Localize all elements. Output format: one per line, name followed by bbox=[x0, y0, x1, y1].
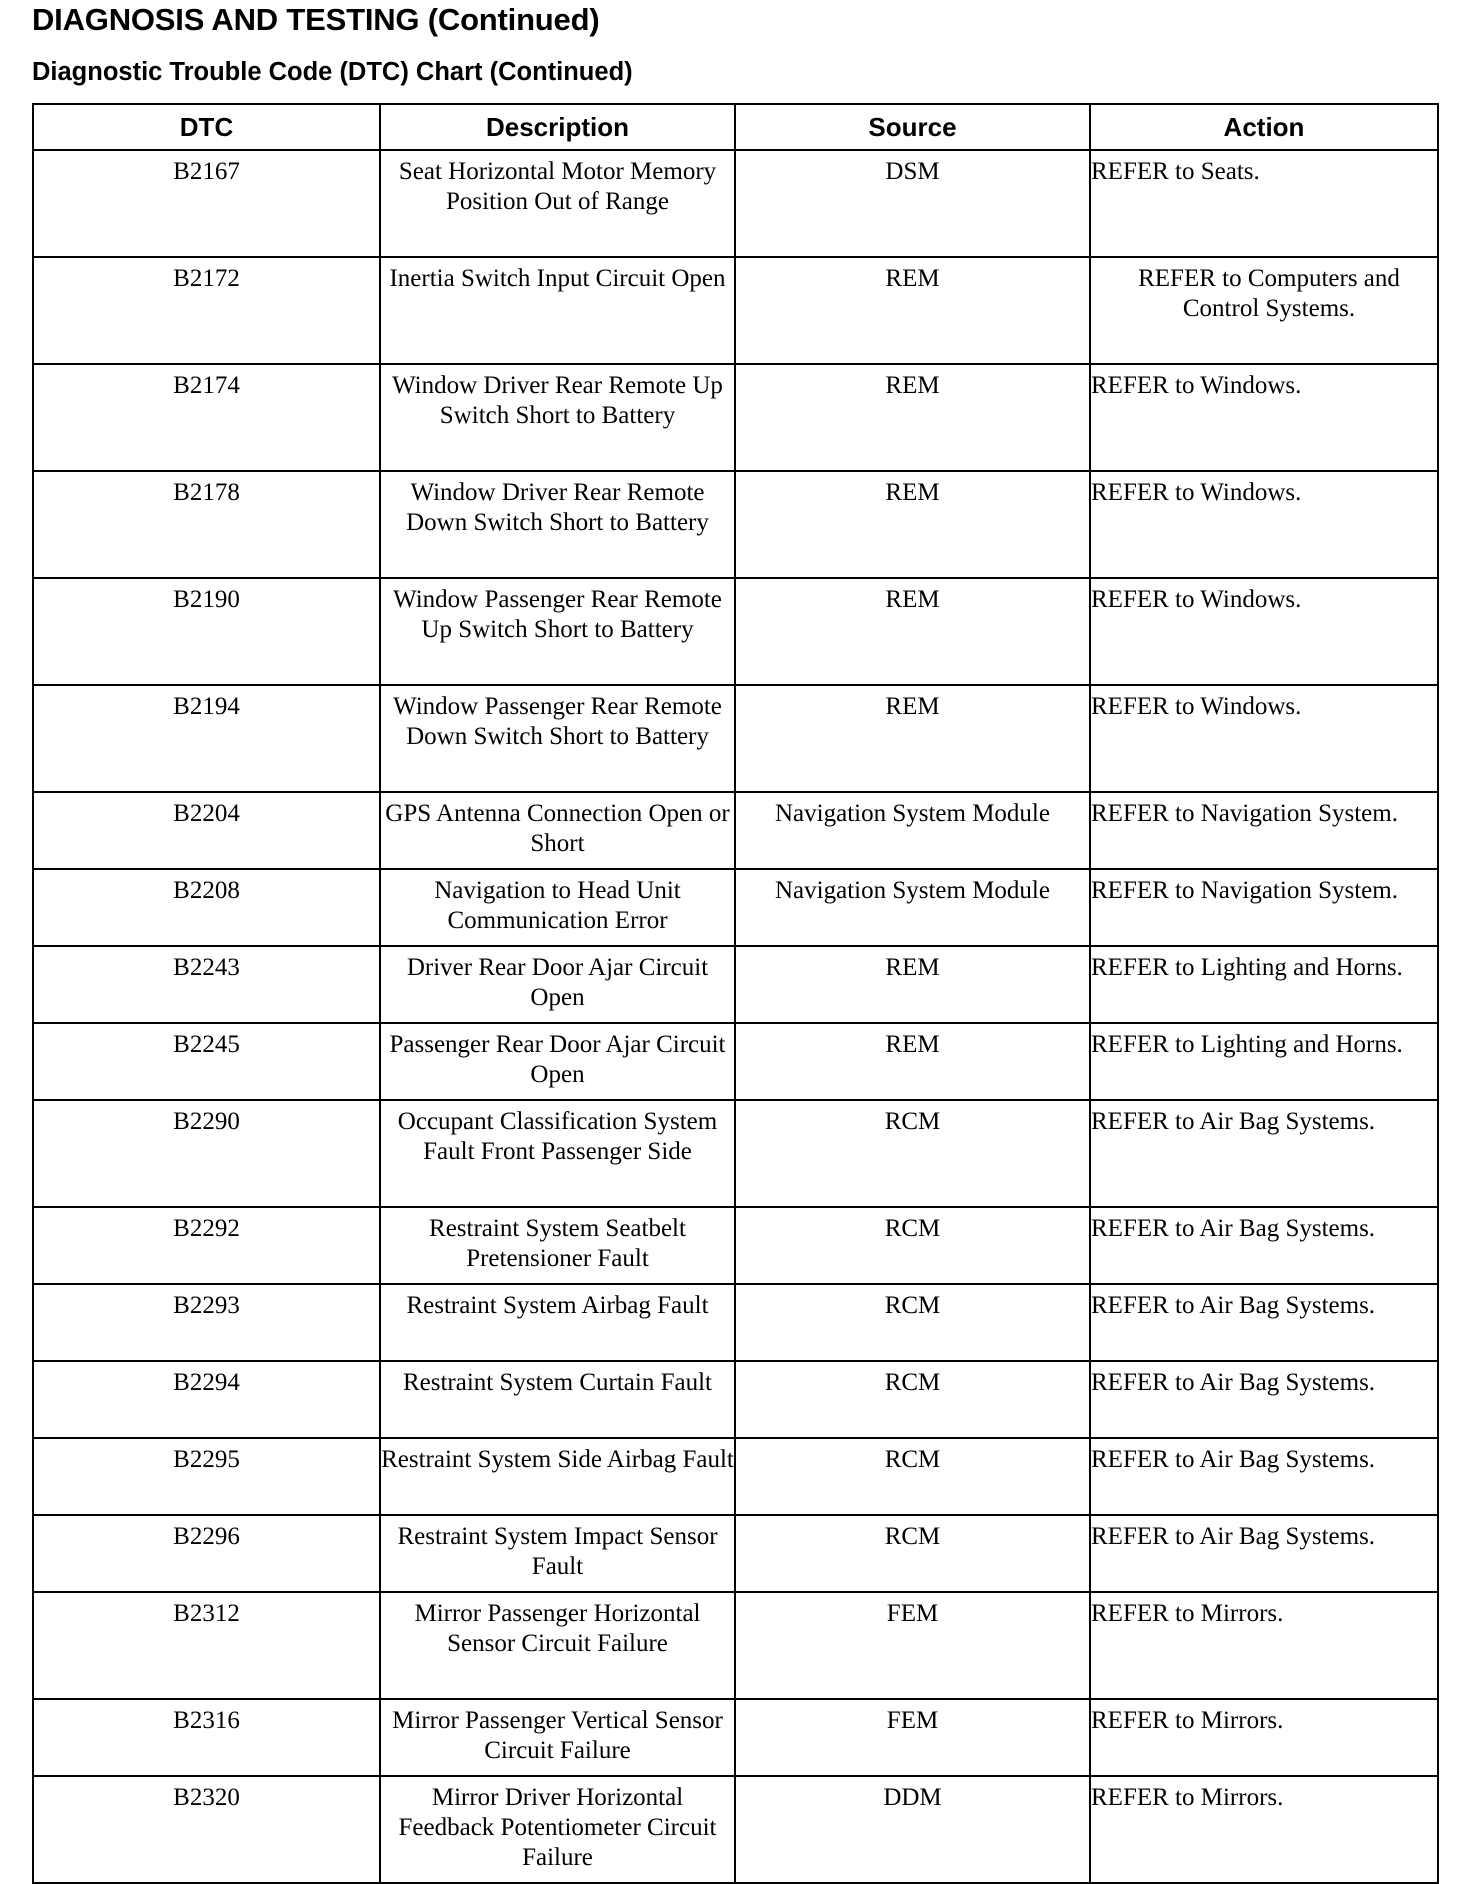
column-header-description: Description bbox=[380, 104, 735, 150]
section-title: Diagnostic Trouble Code (DTC) Chart (Continued) bbox=[32, 58, 633, 86]
dtc-source: RCM bbox=[735, 1361, 1090, 1438]
dtc-source: REM bbox=[735, 471, 1090, 578]
dtc-action: REFER to Windows. bbox=[1090, 578, 1438, 685]
dtc-description: Restraint System Curtain Fault bbox=[380, 1361, 735, 1438]
column-header-action: Action bbox=[1090, 104, 1438, 150]
table-row bbox=[33, 1361, 1438, 1438]
dtc-action: REFER to Air Bag Systems. bbox=[1090, 1361, 1438, 1438]
table-row bbox=[33, 685, 1438, 792]
table-row bbox=[33, 1100, 1438, 1207]
dtc-action: REFER to Air Bag Systems. bbox=[1090, 1515, 1438, 1592]
dtc-source: Navigation System Module bbox=[735, 869, 1090, 946]
dtc-action: REFER to Lighting and Horns. bbox=[1090, 946, 1438, 1023]
dtc-description: Restraint System Impact Sensor Fault bbox=[380, 1515, 735, 1592]
dtc-source: RCM bbox=[735, 1207, 1090, 1284]
table-row bbox=[33, 946, 1438, 1023]
dtc-code: B2194 bbox=[33, 685, 380, 792]
dtc-description: Mirror Passenger Horizontal Sensor Circuit Failure bbox=[380, 1592, 735, 1699]
dtc-description: Passenger Rear Door Ajar Circuit Open bbox=[380, 1023, 735, 1100]
dtc-action: REFER to Navigation System. bbox=[1090, 792, 1438, 869]
dtc-source: RCM bbox=[735, 1438, 1090, 1515]
dtc-code: B2312 bbox=[33, 1592, 380, 1699]
dtc-description: Restraint System Side Airbag Fault bbox=[380, 1438, 735, 1515]
page-title: DIAGNOSIS AND TESTING (Continued) bbox=[32, 2, 600, 37]
dtc-description: Restraint System Airbag Fault bbox=[380, 1284, 735, 1361]
dtc-action: REFER to Mirrors. bbox=[1090, 1699, 1438, 1776]
dtc-description: Navigation to Head Unit Communication Error bbox=[380, 869, 735, 946]
table-row bbox=[33, 257, 1438, 364]
dtc-code: B2178 bbox=[33, 471, 380, 578]
dtc-description: Driver Rear Door Ajar Circuit Open bbox=[380, 946, 735, 1023]
dtc-code: B2290 bbox=[33, 1100, 380, 1207]
dtc-source: RCM bbox=[735, 1284, 1090, 1361]
dtc-action: REFER to Windows. bbox=[1090, 685, 1438, 792]
column-header-source: Source bbox=[735, 104, 1090, 150]
dtc-action: REFER to Air Bag Systems. bbox=[1090, 1438, 1438, 1515]
dtc-action: REFER to Seats. bbox=[1090, 150, 1438, 257]
dtc-description: Window Passenger Rear Remote Up Switch Short to Battery bbox=[380, 578, 735, 685]
dtc-code: B2190 bbox=[33, 578, 380, 685]
table-row bbox=[33, 364, 1438, 471]
table-row bbox=[33, 150, 1438, 257]
dtc-code: B2316 bbox=[33, 1699, 380, 1776]
table-header-row bbox=[33, 104, 1438, 150]
dtc-code: B2174 bbox=[33, 364, 380, 471]
table-row bbox=[33, 1438, 1438, 1515]
dtc-action: REFER to Lighting and Horns. bbox=[1090, 1023, 1438, 1100]
dtc-code: B2245 bbox=[33, 1023, 380, 1100]
dtc-code: B2172 bbox=[33, 257, 380, 364]
table-row bbox=[33, 792, 1438, 869]
dtc-table bbox=[32, 103, 1439, 1884]
dtc-description: Window Passenger Rear Remote Down Switch Short to Battery bbox=[380, 685, 735, 792]
dtc-code: B2320 bbox=[33, 1776, 380, 1883]
dtc-action: REFER to Air Bag Systems. bbox=[1090, 1284, 1438, 1361]
dtc-description: Restraint System Seatbelt Pretensioner Fault bbox=[380, 1207, 735, 1284]
dtc-action: REFER to Mirrors. bbox=[1090, 1592, 1438, 1699]
dtc-description: Seat Horizontal Motor Memory Position Out of Range bbox=[380, 150, 735, 257]
dtc-description: Window Driver Rear Remote Down Switch Short to Battery bbox=[380, 471, 735, 578]
dtc-action: REFER to Computers and Control Systems. bbox=[1090, 257, 1438, 364]
table-row bbox=[33, 1207, 1438, 1284]
dtc-source: DDM bbox=[735, 1776, 1090, 1883]
dtc-source: RCM bbox=[735, 1100, 1090, 1207]
dtc-source: REM bbox=[735, 578, 1090, 685]
dtc-action: REFER to Windows. bbox=[1090, 364, 1438, 471]
table-row bbox=[33, 1592, 1438, 1699]
dtc-code: B2208 bbox=[33, 869, 380, 946]
dtc-code: B2293 bbox=[33, 1284, 380, 1361]
column-header-dtc: DTC bbox=[33, 104, 380, 150]
dtc-source: FEM bbox=[735, 1699, 1090, 1776]
dtc-description: Mirror Passenger Vertical Sensor Circuit Failure bbox=[380, 1699, 735, 1776]
table-row bbox=[33, 1776, 1438, 1883]
dtc-code: B2296 bbox=[33, 1515, 380, 1592]
table-row bbox=[33, 578, 1438, 685]
dtc-code: B2167 bbox=[33, 150, 380, 257]
dtc-source: REM bbox=[735, 685, 1090, 792]
table-row bbox=[33, 1023, 1438, 1100]
dtc-action: REFER to Windows. bbox=[1090, 471, 1438, 578]
dtc-source: FEM bbox=[735, 1592, 1090, 1699]
dtc-source: RCM bbox=[735, 1515, 1090, 1592]
dtc-description: Window Driver Rear Remote Up Switch Short to Battery bbox=[380, 364, 735, 471]
dtc-code: B2243 bbox=[33, 946, 380, 1023]
dtc-source: REM bbox=[735, 257, 1090, 364]
dtc-source: REM bbox=[735, 1023, 1090, 1100]
dtc-description: Occupant Classification System Fault Front Passenger Side bbox=[380, 1100, 735, 1207]
dtc-code: B2292 bbox=[33, 1207, 380, 1284]
dtc-code: B2204 bbox=[33, 792, 380, 869]
dtc-source: Navigation System Module bbox=[735, 792, 1090, 869]
table-row bbox=[33, 1515, 1438, 1592]
table-row bbox=[33, 1284, 1438, 1361]
dtc-description: Mirror Driver Horizontal Feedback Potentiometer Circuit Failure bbox=[380, 1776, 735, 1883]
dtc-code: B2294 bbox=[33, 1361, 380, 1438]
dtc-code: B2295 bbox=[33, 1438, 380, 1515]
dtc-action: REFER to Mirrors. bbox=[1090, 1776, 1438, 1883]
dtc-action: REFER to Air Bag Systems. bbox=[1090, 1100, 1438, 1207]
dtc-action: REFER to Air Bag Systems. bbox=[1090, 1207, 1438, 1284]
dtc-source: REM bbox=[735, 946, 1090, 1023]
dtc-description: GPS Antenna Connection Open or Short bbox=[380, 792, 735, 869]
table-row bbox=[33, 1699, 1438, 1776]
dtc-source: REM bbox=[735, 364, 1090, 471]
table-row bbox=[33, 471, 1438, 578]
dtc-action: REFER to Navigation System. bbox=[1090, 869, 1438, 946]
table-row bbox=[33, 869, 1438, 946]
dtc-source: DSM bbox=[735, 150, 1090, 257]
dtc-description: Inertia Switch Input Circuit Open bbox=[380, 257, 735, 364]
